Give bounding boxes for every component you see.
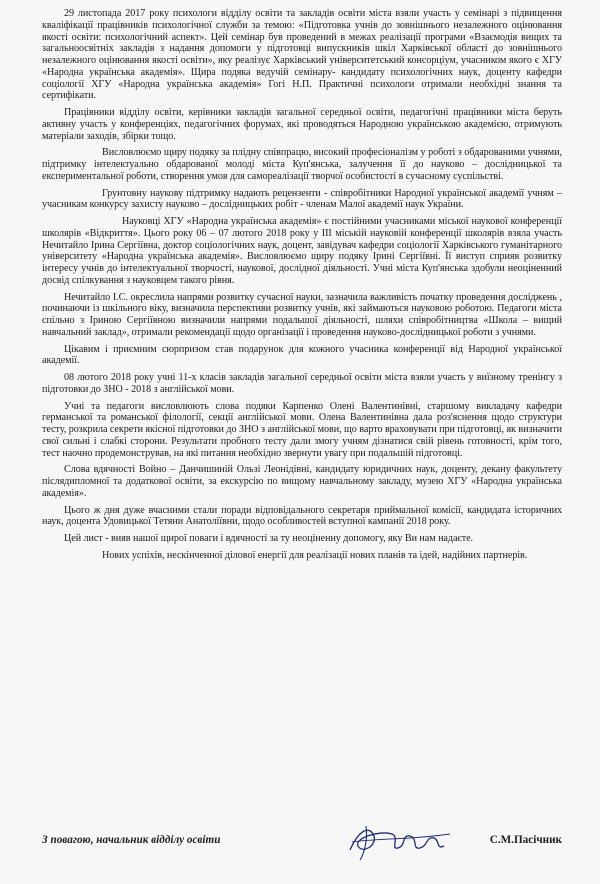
paragraph-wishes: Нових успіхів, нескінченної ділової енергії для реалізації нових планів та ідей, надійних партнерів. (102, 549, 528, 561)
handwritten-signature (340, 820, 460, 862)
paragraph-gratitude: Висловлюємо щиру подяку за плідну співпрацю, високий професіоналізм у роботі з обдарованими учнями, підтримку інтелектуально обдарованої молоді міста Куп'янська, залучення її до науково – дослідницької та експериментальної роботи, створення умов для самореалізації творчої особистості в сучасному суспільстві. (42, 147, 562, 182)
paragraph-scientists: Науковці ХГУ «Народна українська академія» є постійними учасниками міської наукової конференції школярів «Відкриття». Цього року 06 – 07 лютого 2018 року у ІІІ міській науковій конференції школярів взяла участь Нечитайло Ірина Сергіївна, доктор соціологічних наук, доцент, завідувач кафедри соціології Харківського гуманітарного університету «Народна українська академія». Висловлюємо щиру подяку Ірині Сергіївні. Її виступ сприяв розвитку інтересу учнів до інтелектуальної творчості, наукової, дослідної діяльності. Учні міста Куп'янська здобули неоціненний досвід спілкування з науковцем такого рівня. (42, 216, 562, 286)
signatory-name: С.М.Пасічник (489, 834, 562, 846)
signature-block (42, 826, 562, 866)
paragraph-udovytska: Цього ж дня дуже вчасними стали поради відповідального секретаря приймальної комісії, кандидата історичних наук, доцента Удовицької Тетяни Анатоліївни, щодо особливостей вступної кампанії 2018 року. (42, 504, 562, 528)
paragraph-conferences: Працівники відділу освіти, керівники закладів загальної середньої освіти, педагогічні працівники міста беруть активну участь у конференціях, педагогічних форумах, які проводяться Народною українською академією, отримують матеріали заходів, збірки тощо. (42, 107, 562, 142)
paragraph-seminar: 29 листопада 2017 року психологи відділу освіти та закладів освіти міста взяли участь у семінарі з підвищення кваліфікації працівників психологічної служби за темою: «Підготовка учнів до зовнішнього незалежного оцінювання якості освіти: психологічний аспект». Цей семінар був проведений в межах реалізації програми «Взаємодія вищих та загальноосвітніх закладів з надання допомоги у підготовці випускників шкіл Харківської області до зовнішнього незалежного оцінювання якості освіти», яку реалізує Харківський університетський консорціум, учасником якого є ХГУ «Народна українська академія». Щира подяка ведучій семінару- кандидату психологічних наук, доценту кафедри соціології ХГУ «Народна українська академія» Гогі Н.П. Практичні психологи отримали необхідні знання та сертифікати. (42, 8, 562, 102)
paragraph-karpenko: Учні та педагоги висловлюють слова подяки Карпенко Олені Валентинівні, старшому викладачу кафедри германської та романської філології, секції англійської мови. Олена Валентинівна дала роз'яснення щодо структури тесту, розкрила секрети якісної підготовки до ЗНО з англійської мови, що варто враховувати при підготовці, як визначити свої сильні і слабкі сторони. Результати пробного тесту дали змогу учням дізнатися свій рівень готовності, крім того, тест наочно продемонстрував, на які питання необхідно звернути увагу при подальшій підготовці. (42, 400, 563, 459)
paragraph-voino: Слова вдячності Войно – Данчишиній Ользі Леонідівні, кандидату юридичних наук, доценту, декану факультету післядипломної та додаткової освіти, за екскурсію по вищому навчальному закладу, музею ХГУ «Народна українська академія». (42, 464, 562, 499)
paragraph-appreciation: Цей лист - вияв нашої щирої поваги і вдячності за ту неоціненну допомогу, яку Ви нам надаєте. (64, 533, 474, 544)
paragraph-nechytailo: Нечитайло І.С. окреслила напрями розвитку сучасної науки, зазначила важливість початку проведення досліджень , починаючи із шкільного віку, визначила перспективи розвитку учнів, які займаються науковою роботою. Педагоги міста спільно з Іриною Сергіївною визначили напрями подальшої діяльності, шляхи співробітництва «Школа – вищий навчальний заклад», отримали рекомендації щодо організації і проведення науково-дослідницької роботи з учнями. (42, 291, 562, 338)
paragraph-surprise: Цікавим і приємним сюрпризом став подарунок для кожного учасника конференції від Народної української академії. (42, 343, 562, 367)
signature-title: З повагою, начальник відділу освіти (42, 834, 221, 846)
paragraph-training: 08 лютого 2018 року учні 11-х класів закладів загальної середньої освіти міста взяли участь у виїзному тренінгу з підготовки до ЗНО - 2018 з англійської мови. (42, 372, 562, 395)
paragraph-reviewers: Грунтовну наукову підтримку надають рецензенти - співробітники Народної української академії учням – учасникам конкурсу захисту науково – дослідницьких робіт - членам Малої академії наук України. (42, 187, 562, 211)
